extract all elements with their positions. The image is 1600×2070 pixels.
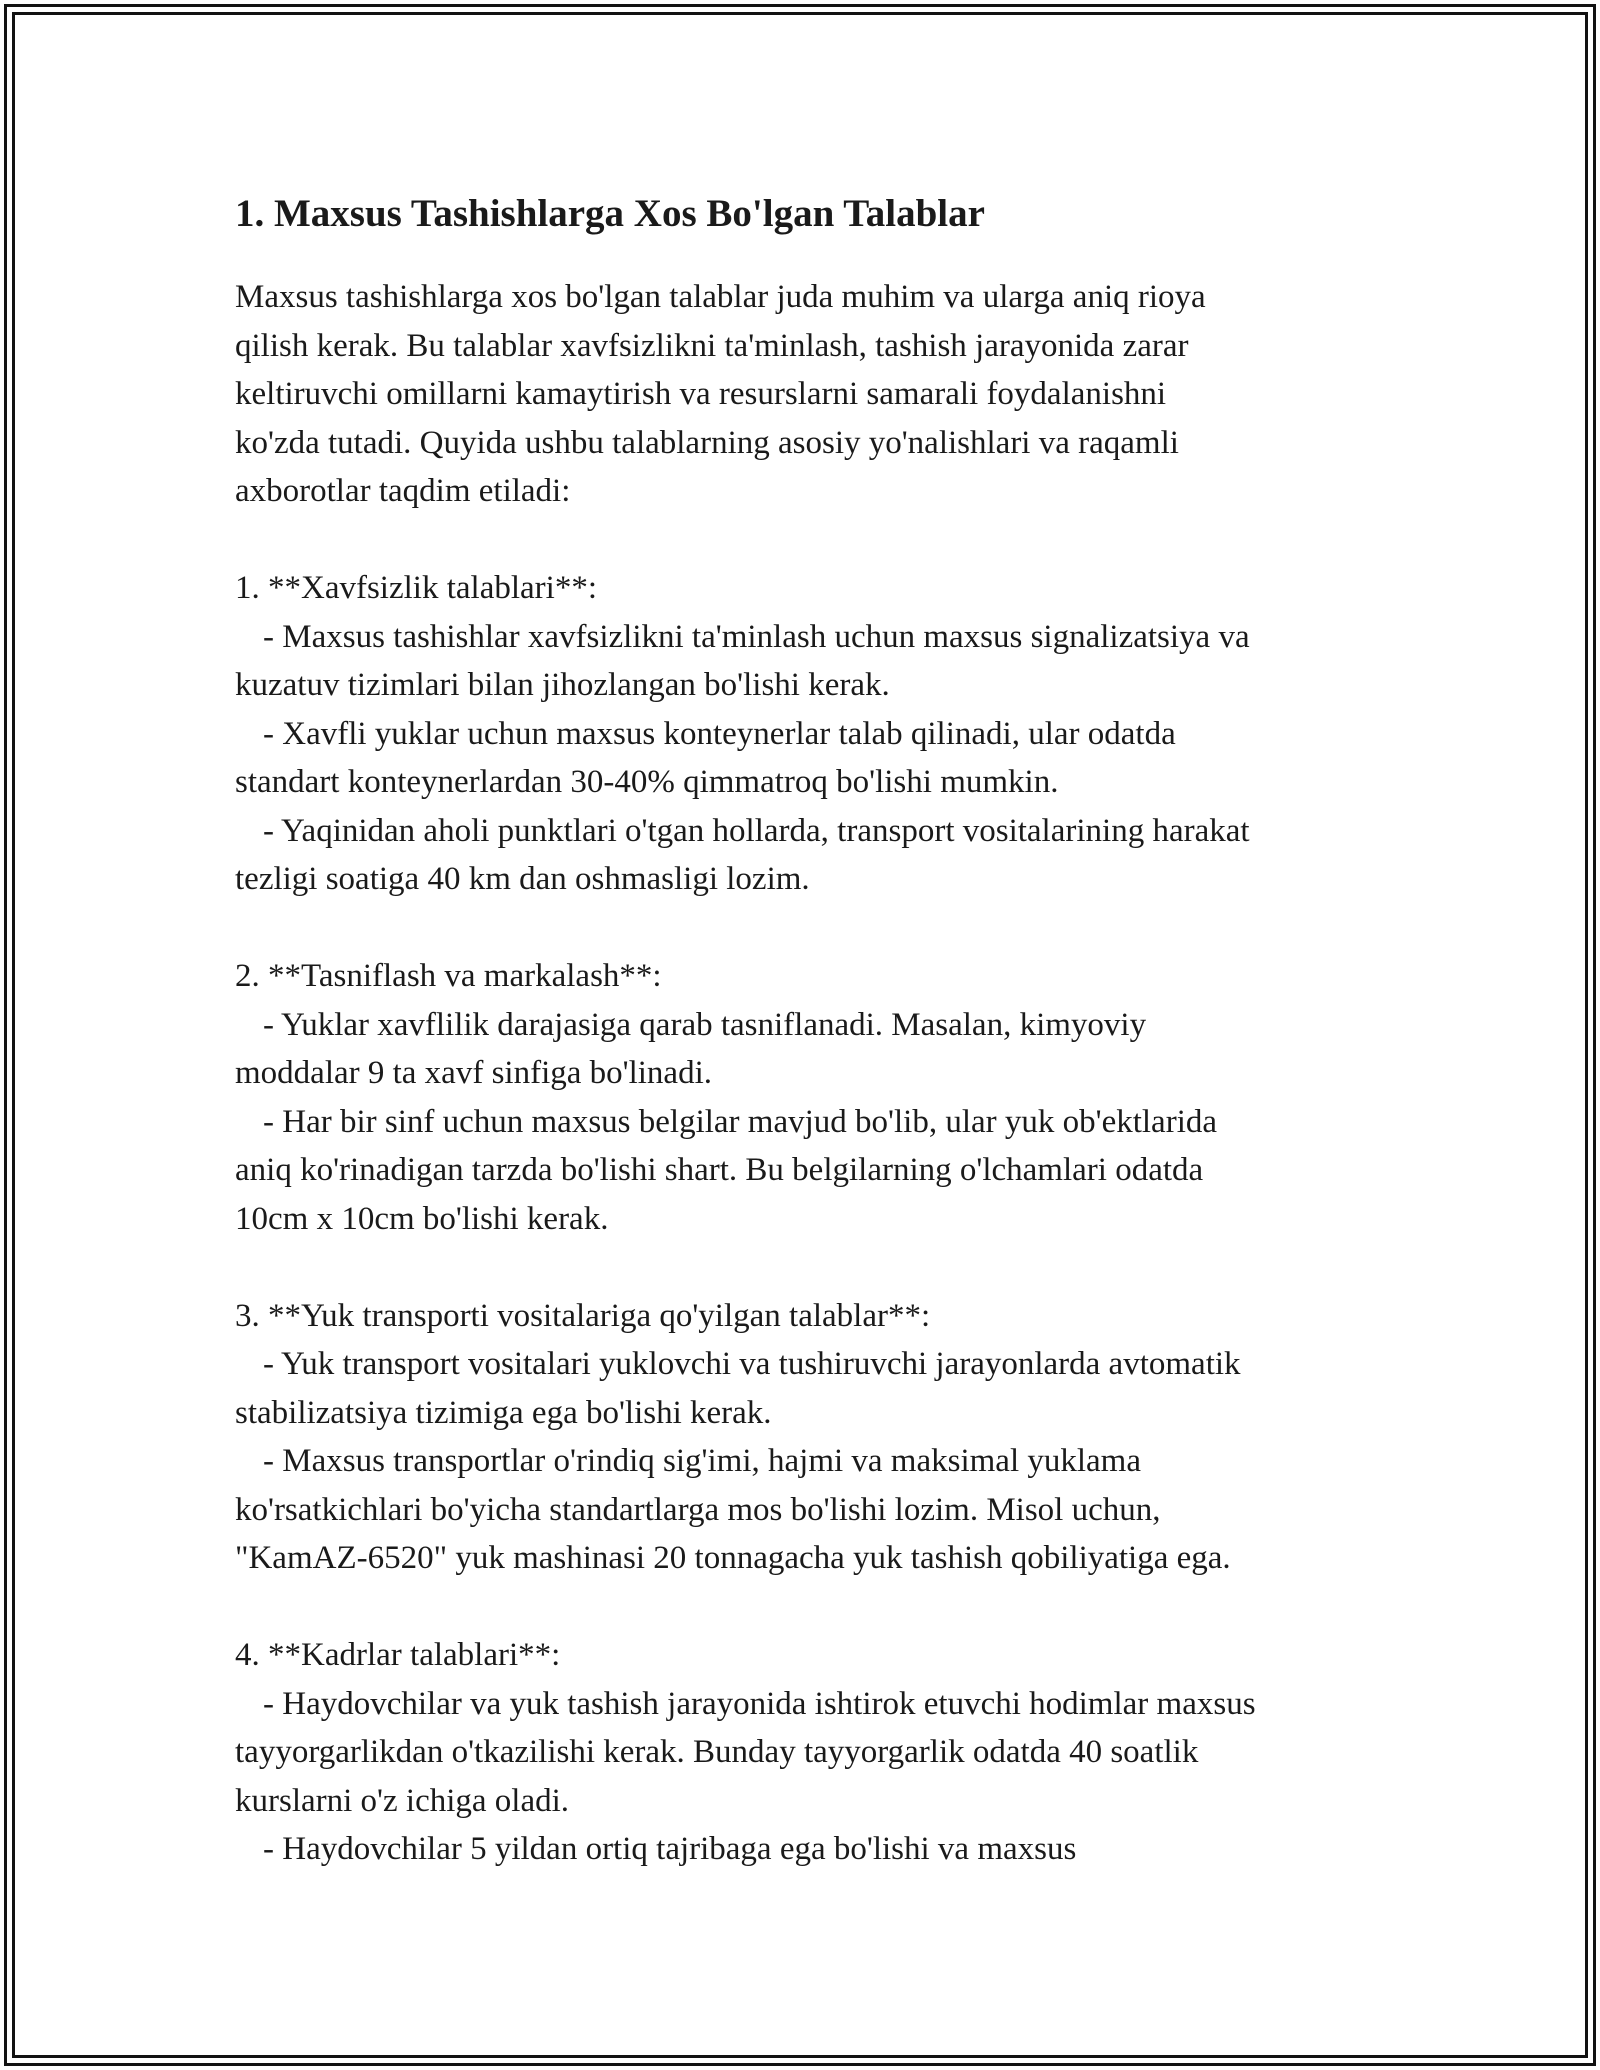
bullet-item: - Yaqinidan aholi punktlari o'tgan hollarda, transport vositalarining harakat tezligi soatiga 40 km dan oshmasligi lozim. — [235, 812, 1250, 897]
section-heading: 1. **Xavfsizlik talablari**: — [235, 570, 597, 606]
bullet-item: - Har bir sinf uchun maxsus belgilar mavjud bo'lib, ular yuk ob'ektlarida aniq ko'rinadigan tarzda bo'lishi shart. Bu belgilarning o'lchamlari odatda 10cm x 10cm bo'lishi kerak. — [235, 1103, 1218, 1237]
section-personnel — [235, 1631, 1390, 1874]
bullet-item: - Maxsus tashishlar xavfsizlikni ta'minlash uchun maxsus signalizatsiya va kuzatuv tizimlari bilan jihozlangan bo'lishi kerak. — [235, 618, 1250, 703]
bullet-item: - Haydovchilar va yuk tashish jarayonida ishtirok etuvchi hodimlar maxsus tayyorgarlikdan o'tkazilishi kerak. Bunday tayyorgarlik odatda 40 soatlik kurslarni o'z ichiga oladi. — [235, 1685, 1256, 1819]
document-title: 1. Maxsus Tashishlarga Xos Bo'lgan Talablar — [235, 192, 985, 235]
document-body — [235, 186, 1390, 1922]
bullet-item: - Maxsus transportlar o'rindiq sig'imi, hajmi va maksimal yuklama ko'rsatkichlari bo'yicha standartlarga mos bo'lishi lozim. Misol uchun, "KamAZ-6520" yuk mashinasi 20 tonnagacha yuk tashish qobiliyatiga ega. — [235, 1443, 1231, 1576]
section-heading: 4. **Kadrlar talablari**: — [235, 1637, 561, 1673]
bullet-item: - Haydovchilar 5 yildan ortiq tajribaga ega bo'lishi va maxsus — [263, 1831, 1077, 1867]
section-heading: 2. **Tasniflash va markalash**: — [235, 958, 662, 994]
bullet-item: - Yuk transport vositalari yuklovchi va tushiruvchi jarayonlarda avtomatik stabilizatsiya tizimiga ega bo'lishi kerak. — [235, 1346, 1241, 1431]
bullet-item: - Yuklar xavflilik darajasiga qarab tasniflanadi. Masalan, kimyoviy moddalar 9 ta xavf sinfiga bo'linadi. — [235, 1006, 1147, 1091]
section-safety — [235, 564, 1390, 904]
bullet-item: - Xavfli yuklar uchun maxsus konteynerlar talab qilinadi, ular odatda standart konteynerlardan 30-40% qimmatroq bo'lishi mumkin. — [235, 715, 1176, 800]
intro-paragraph: Maxsus tashishlarga xos bo'lgan talablar juda muhim va ularga aniq rioya qilish kerak. Bu talablar xavfsizlikni ta'minlash, tashish jarayonida zarar keltiruvchi omillarni kamaytirish va resurslarni samarali foydalanishni ko'zda tutadi. Quyida ushbu talablarning asosiy yo'nalishlari va raqamli axborotlar taqdim etiladi: — [235, 279, 1206, 509]
section-heading: 3. **Yuk transporti vositalariga qo'yilgan talablar**: — [235, 1297, 931, 1334]
section-transport — [235, 1292, 1390, 1583]
section-classification — [235, 952, 1390, 1243]
